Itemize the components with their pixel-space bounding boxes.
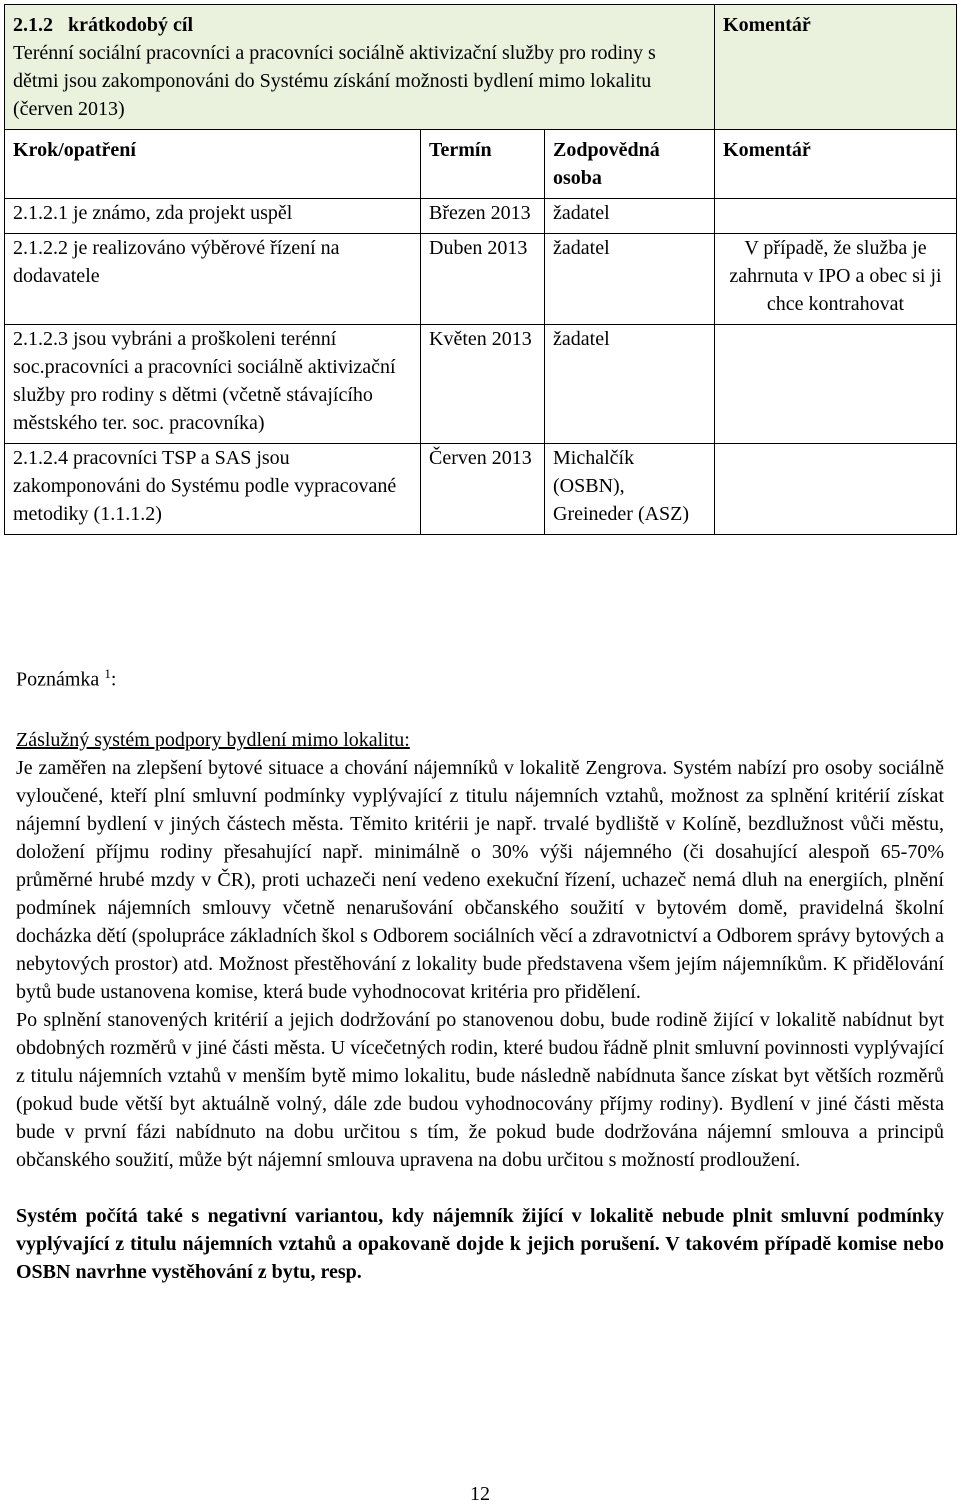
term-cell: Květen 2013 bbox=[421, 325, 545, 444]
action-plan-table bbox=[4, 4, 957, 535]
table-row bbox=[5, 444, 957, 535]
comment-header-cell bbox=[715, 5, 957, 130]
person-cell: Michalčík (OSBN), Greineder (ASZ) bbox=[545, 444, 715, 535]
section-heading: Záslužný systém podpory bydlení mimo lokalitu: bbox=[16, 729, 410, 751]
col-comment-label: Komentář bbox=[723, 139, 811, 161]
step-cell: 2.1.2.1 je známo, zda projekt uspěl bbox=[5, 199, 421, 234]
page-number: 12 bbox=[470, 1483, 490, 1505]
step-cell: 2.1.2.2 je realizováno výběrové řízení na dodavatele bbox=[5, 234, 421, 325]
col-step-label: Krok/opatření bbox=[13, 139, 136, 161]
goal-header-row bbox=[5, 5, 957, 130]
person-cell: žadatel bbox=[545, 234, 715, 325]
col-term-header bbox=[421, 130, 545, 199]
comment-cell bbox=[715, 199, 957, 234]
comment-cell bbox=[715, 325, 957, 444]
paragraph-2: Po splnění stanovených kritérií a jejich dodržování po stanovenou dobu, bude rodině žijící v lokalitě nabídnut byt obdobných rozměrů v jiné části města. U vícečetných rodin, které budou řádně plnit smluvní povinnosti vyplývající z titulu nájemních vztahů v menším bytě mimo lokalitu, bude následně nabídnuta šance získat byt větších rozměrů (pokud bude větší byt aktuálně volný, dále zde budou vyhodnocovány příjmy rodiny). Bydlení v jiné části města bude v první fázi nabídnuto na dobu určitou s tím, že pokud bude dodržována nájemní smlouva a principů občanského soužití, může být nájemní smlouva upravena na dobu určitou s možností prodloužení. bbox=[16, 1009, 944, 1171]
goal-number: 2.1.2 bbox=[13, 14, 53, 36]
goal-title: krátkodobý cíl bbox=[68, 14, 194, 36]
term-cell: Březen 2013 bbox=[421, 199, 545, 234]
goal-cell bbox=[5, 5, 715, 130]
note-text: Poznámka bbox=[16, 668, 100, 691]
goal-text: Terénní sociální pracovníci a pracovníci sociálně aktivizační služby pro rodiny s dětmi jsou zakomponováni do Systému získání možnosti bydlení mimo lokalitu (červen 2013) bbox=[13, 42, 656, 120]
person-cell: žadatel bbox=[545, 199, 715, 234]
person-cell: žadatel bbox=[545, 325, 715, 444]
table-row bbox=[5, 325, 957, 444]
col-term-label: Termín bbox=[429, 139, 492, 161]
col-person-header bbox=[545, 130, 715, 199]
note-superscript: 1 bbox=[104, 666, 111, 681]
comment-header: Komentář bbox=[723, 14, 811, 36]
table-row bbox=[5, 199, 957, 234]
note-colon: : bbox=[110, 668, 117, 691]
col-comment-header bbox=[715, 130, 957, 199]
step-cell: 2.1.2.4 pracovníci TSP a SAS jsou zakomponováni do Systému podle vypracované metodiky (1.1.1.2) bbox=[5, 444, 421, 535]
col-step-header bbox=[5, 130, 421, 199]
body-section bbox=[16, 726, 944, 1286]
term-cell: Duben 2013 bbox=[421, 234, 545, 325]
paragraph-3: Systém počítá také s negativní variantou, kdy nájemník žijící v lokalitě nebude plnit smluvní podmínky vyplývající z titulu nájemních vztahů a opakovaně dojde k jejich porušení. V takovém případě komise nebo OSBN navrhne vystěhování z bytu, resp. bbox=[16, 1205, 944, 1283]
col-person-label: Zodpovědná osoba bbox=[553, 139, 660, 189]
footnote-label bbox=[16, 666, 116, 692]
column-header-row bbox=[5, 130, 957, 199]
step-cell: 2.1.2.3 jsou vybráni a proškoleni terénní soc.pracovníci a pracovníci sociálně aktivizační služby pro rodiny s dětmi (včetně stávajícího městského ter. soc. pracovníka) bbox=[5, 325, 421, 444]
table-row bbox=[5, 234, 957, 325]
paragraph-1: Je zaměřen na zlepšení bytové situace a chování nájemníků v lokalitě Zengrova. Systém nabízí pro osoby sociálně vyloučené, kteří plní smluvní podmínky vyplývající z titulu nájemních vztahů, možnost za splnění kritérií získat nájemní bydlení v jiných částech města. Těmito kritérii je např. trvalé bydliště v Kolíně, bezdlužnost vůči městu, doložení příjmu rodiny přesahující např. minimálně o 30% výši nájemného (či dosahující alespoň 65-70% průměrné hrubé mzdy v ČR), proti uchazeči není vedeno exekuční řízení, uchazeč nemá dluh na energiích, plnění podmínek nájemních smlouvy včetně nenarušování občanského soužití v bytovém domě, pravidelná školní docházka dětí (spolupráce základních škol s Odborem sociálních věcí a zdravotnictví a Odborem správy bytových a nebytových prostor) atd. Možnost přestěhování z lokality bude představena všem jejím nájemníkům. K přidělování bytů bude ustanovena komise, která bude vyhodnocovat kritéria pro přidělení. bbox=[16, 757, 944, 1003]
comment-cell bbox=[715, 444, 957, 535]
comment-cell: V případě, že služba je zahrnuta v IPO a obec si ji chce kontrahovat bbox=[715, 234, 957, 325]
term-cell: Červen 2013 bbox=[421, 444, 545, 535]
